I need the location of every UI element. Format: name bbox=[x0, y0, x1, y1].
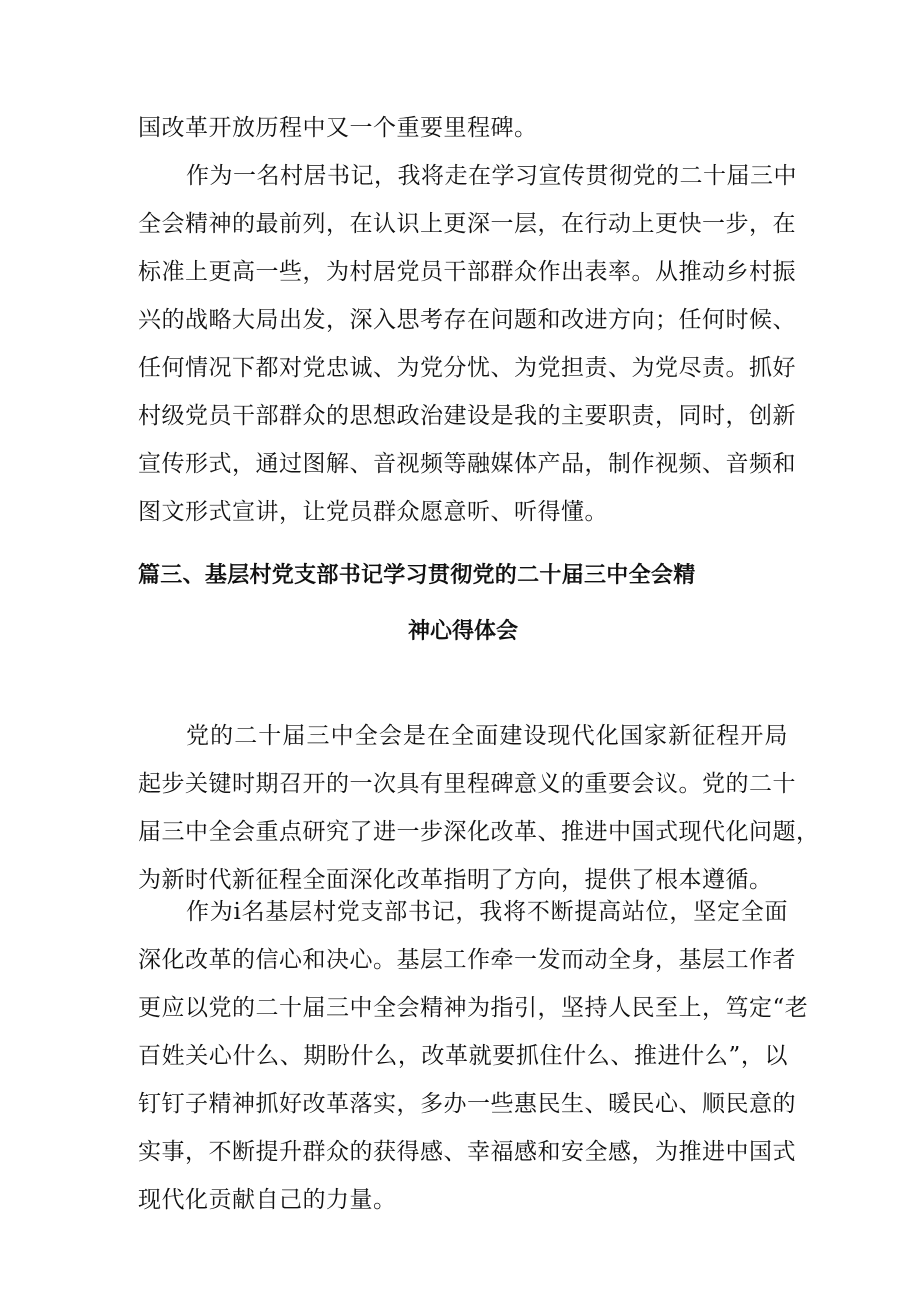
paragraph-plenum-intro bbox=[138, 712, 820, 904]
paragraph-line: 宣传形式，通过图解、音视频等融媒体产品，制作视频、音频和 bbox=[138, 451, 796, 477]
paragraph-line: 为新时代新征程全面深化改革指明了方向，提供了根本遵循。 bbox=[138, 867, 773, 893]
paragraph-line: 党的二十届三中全会是在全面建设现代化国家新征程开局 bbox=[186, 723, 788, 749]
paragraph-line: 实事，不断提升群众的获得感、幸福感和安全感，为推进中国式 bbox=[138, 1139, 796, 1165]
paragraph-line: 百姓关心什么、期盼什么，改革就要抓住什么、推进什么”，以 bbox=[138, 1043, 788, 1069]
paragraph-line: 钉钉子精神抓好改革落实，多办一些惠民生、暖民心、顺民意的 bbox=[138, 1091, 796, 1117]
paragraph-line: 标准上更高一些，为村居党员干部群众作出表率。从推动乡村振 bbox=[138, 259, 796, 285]
paragraph-line: 现代化贡献自己的力量。 bbox=[138, 1187, 397, 1213]
paragraph-line: 更应以党的二十届三中全会精神为指引，坚持人民至上，笃定“老 bbox=[138, 995, 809, 1021]
paragraph-continuation bbox=[138, 104, 788, 152]
paragraph-line: 国改革开放历程中又一个重要里程碑。 bbox=[138, 115, 538, 141]
paragraph-line: 深化改革的信心和决心。基层工作牵一发而动全身，基层工作者 bbox=[138, 947, 796, 973]
paragraph-branch-secretary bbox=[138, 888, 809, 1224]
paragraph-line: 图文形式宣讲，让党员群众愿意听、听得懂。 bbox=[138, 499, 608, 525]
paragraph-line: 兴的战略大局出发，深入思考存在问题和改进方向；任何时候、 bbox=[138, 307, 796, 333]
heading-line: 神心得体会 bbox=[407, 619, 518, 644]
paragraph-line: 作为i名基层村党支部书记，我将不断提高站位，坚定全面 bbox=[186, 899, 788, 925]
paragraph-line: 作为一名村居书记，我将走在学习宣传贯彻党的二十届三中 bbox=[186, 163, 797, 189]
heading-line: 篇三、基层村党支部书记学习贯彻党的二十届三中全会精 bbox=[138, 563, 696, 588]
paragraph-line: 届三中全会重点研究了进一步深化改革、推进中国式现代化问题， bbox=[138, 819, 820, 845]
paragraph-village-secretary bbox=[138, 152, 797, 536]
paragraph-line: 全会精神的最前列，在认识上更深一层，在行动上更快一步，在 bbox=[138, 211, 796, 237]
section-heading bbox=[138, 548, 788, 660]
paragraph-line: 村级党员干部群众的思想政治建设是我的主要职责，同时，创新 bbox=[138, 403, 796, 429]
paragraph-line: 起步关键时期召开的一次具有里程碑意义的重要会议。党的二十 bbox=[138, 771, 796, 797]
paragraph-line: 任何情况下都对党忠诚、为党分忧、为党担责、为党尽责。抓好 bbox=[138, 355, 796, 381]
